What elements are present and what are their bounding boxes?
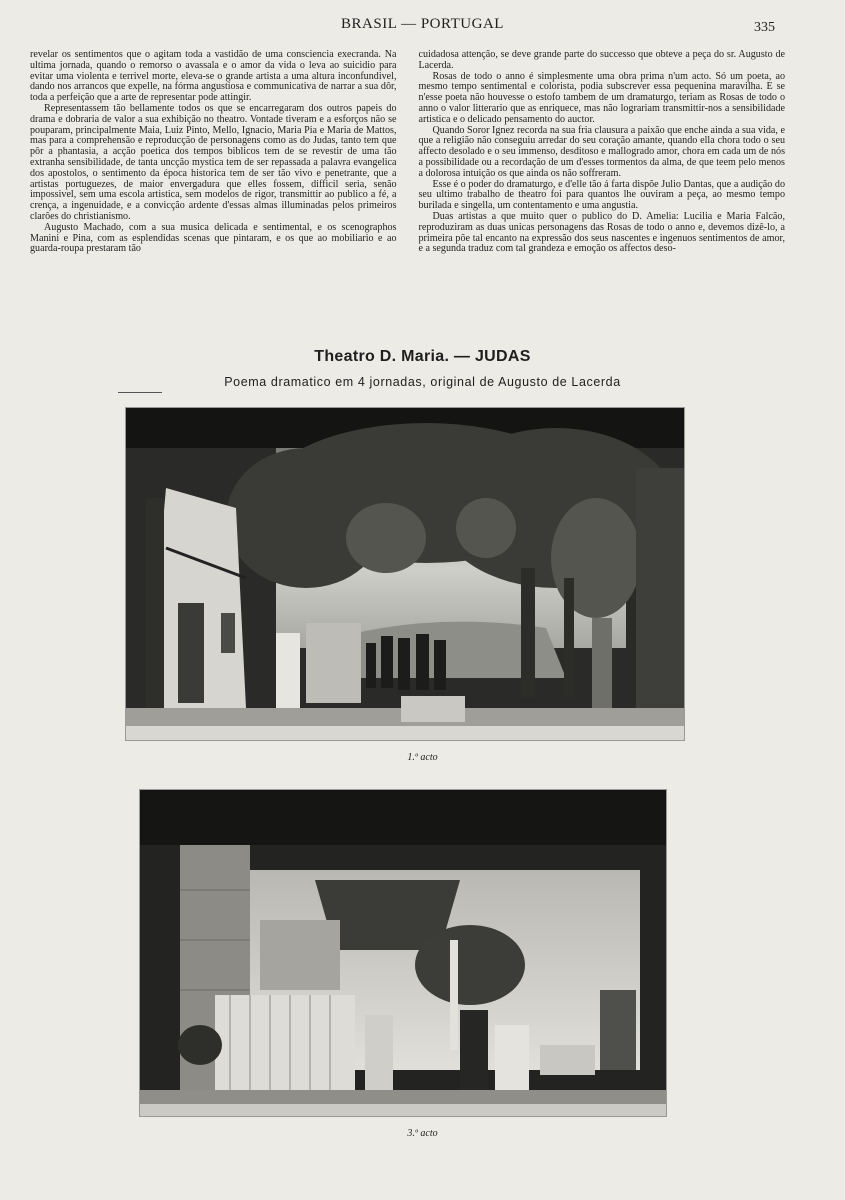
paragraph: Esse é o poder do dramaturgo, e d'elle tão á farta dispõe Julio Dantas, que a audição do seu ultimo trabalho de theatro foi para quantos lhe ouviram a peça, ao mesmo tempo burilada e singella, um contentamento e uma angustia. [418, 178, 785, 212]
paragraph: Representassem tão bellamente todos os que se encarregaram dos outros papeis do drama e dobraria de valor a sua exhibição no theatro. Vontade tiveram e a esforços não se pouparam, principalmente Maia, Luiz Pinto, Mello, Ignacio, Maria Pia e Maria de Mattos, mas para a comprehensão e reproducção de personagens como as do Judas, tanto tem que pôr a phantasia, a acção poetica dos tempos biblicos tem de se revestir de uma tão extranha sensibilidade, de tanta uncção mystica tem de ser repassada a palavra evangelica dos apostolos, o sentimento da época historica tem de ser tão vivo e penetrante, que a artistas portuguezes, de maior envergadura que elles fossem, difficil seria, senão impossivel, sem uma escola artistica, sem modelos de rigor, transmittir ao publico a fé, a crença, a ingenuidade, e a convicção ardente d'essas almas illuminadas pelos primeiros clarões do christianismo. [30, 102, 397, 222]
paragraph: Quando Soror Ignez recorda na sua fria clausura a paixão que enche ainda a sua vida, e que a religião não conseguiu arredar do seu coração amante, quando ella chora todo o seu affecto desolado e o seu immenso, desditoso e mallogrado amor, chora em cada um de nós a possibilidade ou a recordação de um d'esses tormentos da alma, de que teem pelo menos a dolorosa intuição os que ainda os não soffreram. [418, 124, 785, 179]
section-title: Theatro D. Maria. — JUDAS [314, 348, 531, 365]
paragraph: cuidadosa attenção, se deve grande parte do successo que obteve a peça do sr. Augusto de Lacerda. [418, 49, 785, 71]
photo-caption-act-3: 3.º acto [407, 1128, 438, 1139]
section-subtitle: Poema dramatico em 4 jornadas, original de Augusto de Lacerda [224, 375, 621, 389]
divider-rule [118, 392, 162, 393]
article-right-column [419, 50, 786, 330]
page-header [0, 16, 845, 40]
article-left-column [30, 50, 397, 330]
stage-photo-act-1 [126, 408, 684, 740]
paragraph: Rosas de todo o anno é simplesmente uma obra prima n'um acto. Só um poeta, ao mesmo tempo sentimental e colorista, podia subscrever essa pequenina maravilha. E se n'esse poeta não houvesse o estofo tambem de um dramaturgo, teriam as Rosas de todo o anno o valor litterario que as enriquece, mas não lograriam transmittir-nos a sensibilidade artistica e o delicado pensamento do auctor. [418, 70, 785, 125]
stage-photo-act-1-image [126, 408, 684, 740]
stage-photo-act-3 [140, 790, 666, 1116]
photo-caption-act-1: 1.º acto [407, 752, 438, 763]
paragraph: revelar os sentimentos que o agitam toda a vastidão de uma consciencia execranda. Na ultima jornada, quando o remorso o avassala e o amor da vida o leva ao suicidio para evitar uma violenta e terrivel morte, eleva-se o grande artista a uma altura inconfundivel, dando nos arrancos que expelle, na fórma angustiosa e communicativa de narrar a sua dôr, toda a perfeição que a arte de representar pode attingir. [30, 49, 397, 104]
paragraph: Augusto Machado, com a sua musica delicada e sentimental, e os scenographos Manini e Pina, com as esplendidas scenas que pintaram, e os que ao mobiliario e ao guarda-roupa prestaram tão [30, 221, 397, 255]
stage-photo-act-3-image [140, 790, 666, 1116]
article-body [30, 50, 785, 330]
journal-title: BRASIL — PORTUGAL [341, 16, 504, 32]
paragraph: Duas artistas a que muito quer o publico do D. Amelia: Lucilia e Maria Falcão, reproduziram as duas unicas personagens das Rosas de todo o anno e, devemos dizê-lo, a primeira põe tal encanto na expressão dos seus nascentes e ingenuos sentimentos de amor, e a segunda traduz com tal grandeza e emoção os affectos deso- [418, 210, 785, 255]
page-number: 335 [754, 20, 775, 35]
